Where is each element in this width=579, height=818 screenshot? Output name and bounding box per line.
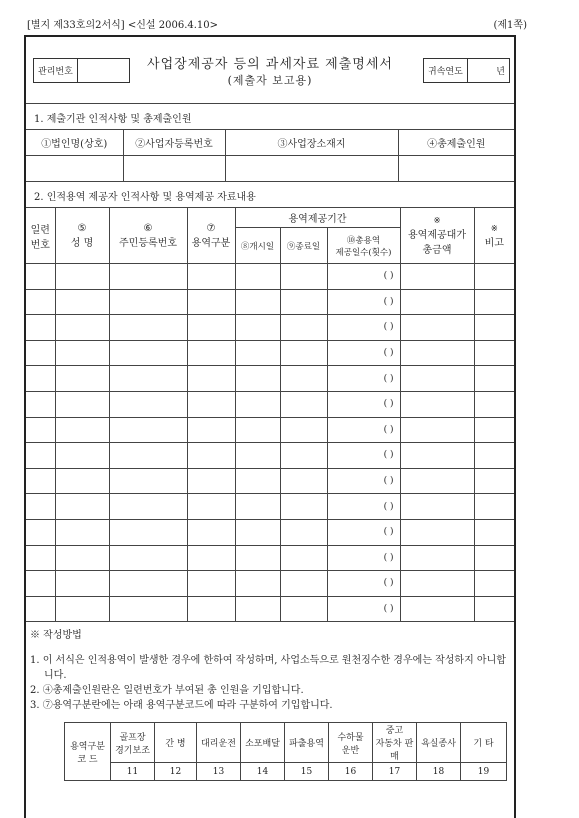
end-date-field[interactable] bbox=[280, 264, 327, 290]
code-item-name bbox=[285, 723, 329, 763]
code-item-name bbox=[329, 723, 373, 763]
total-amount-field[interactable] bbox=[400, 519, 474, 545]
remarks-field[interactable] bbox=[474, 571, 514, 597]
days-count-paren: ( ) bbox=[383, 296, 394, 307]
code-item-value: 15 bbox=[285, 763, 329, 781]
name-field[interactable] bbox=[55, 519, 109, 545]
business-reg-no-field[interactable] bbox=[123, 156, 225, 182]
rrn-field[interactable] bbox=[109, 519, 187, 545]
remarks-field[interactable] bbox=[474, 340, 514, 366]
rrn-field[interactable] bbox=[109, 264, 187, 290]
serial-field[interactable] bbox=[26, 366, 55, 392]
col-remarks bbox=[474, 208, 514, 264]
code-item-value: 17 bbox=[373, 763, 417, 781]
end-date-field[interactable] bbox=[280, 340, 327, 366]
name-field[interactable] bbox=[55, 596, 109, 622]
col-service-period: 용역제공기간 bbox=[235, 208, 400, 228]
instruction-item: 3. ⑦용역구분란에는 아래 용역구분코드에 따라 구분하여 기입합니다. bbox=[30, 700, 333, 711]
total-days-field[interactable] bbox=[327, 391, 400, 417]
service-type-field[interactable] bbox=[187, 545, 235, 571]
instructions-heading: ※ 작성방법 bbox=[30, 630, 82, 641]
days-count-paren: ( ) bbox=[383, 527, 394, 538]
service-code-table bbox=[64, 722, 507, 781]
col-serial-line1: 일련 bbox=[30, 224, 50, 236]
end-date-field[interactable] bbox=[280, 545, 327, 571]
col-total-days bbox=[327, 228, 400, 264]
rrn-field[interactable] bbox=[109, 545, 187, 571]
table-row bbox=[26, 417, 514, 443]
col-amount-mark: ※ bbox=[433, 216, 441, 226]
total-amount-field[interactable] bbox=[400, 391, 474, 417]
days-count-paren: ( ) bbox=[383, 501, 394, 512]
col-type-number: ⑦ bbox=[206, 222, 216, 234]
days-count-paren: ( ) bbox=[383, 476, 394, 487]
total-days-field[interactable] bbox=[327, 596, 400, 622]
code-item-name-line1: 골프장 bbox=[119, 732, 146, 743]
rrn-field[interactable] bbox=[109, 391, 187, 417]
remarks-field[interactable] bbox=[474, 519, 514, 545]
total-amount-field[interactable] bbox=[400, 468, 474, 494]
service-type-field[interactable] bbox=[187, 340, 235, 366]
start-date-field[interactable] bbox=[235, 494, 280, 520]
code-item-value: 16 bbox=[329, 763, 373, 781]
col-amount-line1: 용역제공대가 bbox=[408, 230, 466, 241]
serial-field[interactable] bbox=[26, 571, 55, 597]
start-date-field[interactable] bbox=[235, 417, 280, 443]
col-days-line2: 제공일수(횟수) bbox=[335, 247, 392, 258]
code-item-name-line1: 수하물 bbox=[337, 732, 364, 743]
attribution-year-label: 귀속연도 bbox=[424, 59, 468, 82]
end-date-field[interactable] bbox=[280, 596, 327, 622]
total-amount-field[interactable] bbox=[400, 571, 474, 597]
code-item-name-line1: 욕실종사 bbox=[421, 739, 456, 749]
col-days-line1: ⑩총용역 bbox=[346, 235, 381, 246]
days-count-paren: ( ) bbox=[383, 604, 394, 615]
code-item-value: 11 bbox=[111, 763, 155, 781]
serial-field[interactable] bbox=[26, 443, 55, 469]
total-days-field[interactable] bbox=[327, 571, 400, 597]
attribution-year-field[interactable] bbox=[468, 59, 509, 82]
table-row bbox=[26, 545, 514, 571]
total-amount-field[interactable] bbox=[400, 264, 474, 290]
table-row bbox=[26, 264, 514, 290]
remarks-field[interactable] bbox=[474, 417, 514, 443]
remarks-field[interactable] bbox=[474, 315, 514, 341]
table-row bbox=[26, 366, 514, 392]
remarks-field[interactable] bbox=[474, 494, 514, 520]
name-field[interactable] bbox=[55, 340, 109, 366]
rrn-field[interactable] bbox=[109, 315, 187, 341]
name-field[interactable] bbox=[55, 289, 109, 315]
serial-field[interactable] bbox=[26, 264, 55, 290]
total-submitted-field[interactable] bbox=[398, 156, 514, 182]
code-item-name-line1: 중고 bbox=[385, 726, 404, 736]
end-date-field[interactable] bbox=[280, 443, 327, 469]
col-name-label: 성 명 bbox=[70, 237, 94, 249]
total-days-field[interactable] bbox=[327, 315, 400, 341]
form-number-label: [별지 제33호의2서식] <신설 2006.4.10> bbox=[27, 20, 219, 31]
col-total-submitted: ④총제출인원 bbox=[398, 130, 514, 156]
code-item-value: 18 bbox=[417, 763, 461, 781]
code-item-name bbox=[417, 723, 461, 763]
name-field[interactable] bbox=[55, 443, 109, 469]
days-count-paren: ( ) bbox=[383, 552, 394, 563]
corp-name-field[interactable] bbox=[26, 156, 123, 182]
remarks-field[interactable] bbox=[474, 366, 514, 392]
serial-field[interactable] bbox=[26, 315, 55, 341]
service-provider-table bbox=[26, 207, 514, 622]
code-item-name-line1: 기 타 bbox=[473, 739, 494, 749]
table-row bbox=[26, 571, 514, 597]
attribution-year-box bbox=[423, 58, 510, 83]
days-count-paren: ( ) bbox=[383, 373, 394, 384]
total-days-field[interactable] bbox=[327, 443, 400, 469]
total-amount-field[interactable] bbox=[400, 494, 474, 520]
days-count-paren: ( ) bbox=[383, 424, 394, 435]
serial-field[interactable] bbox=[26, 340, 55, 366]
rrn-field[interactable] bbox=[109, 596, 187, 622]
days-count-paren: ( ) bbox=[383, 450, 394, 461]
col-name bbox=[55, 208, 109, 264]
name-field[interactable] bbox=[55, 366, 109, 392]
col-rrn-label: 주민등록번호 bbox=[119, 237, 177, 249]
col-total-amount bbox=[400, 208, 474, 264]
service-type-field[interactable] bbox=[187, 571, 235, 597]
total-amount-field[interactable] bbox=[400, 366, 474, 392]
total-amount-field[interactable] bbox=[400, 340, 474, 366]
col-rrn-number: ⑥ bbox=[143, 222, 153, 234]
rrn-field[interactable] bbox=[109, 468, 187, 494]
total-amount-field[interactable] bbox=[400, 443, 474, 469]
rrn-field[interactable] bbox=[109, 443, 187, 469]
col-type-label: 용역구분 bbox=[191, 237, 231, 249]
rrn-field[interactable] bbox=[109, 571, 187, 597]
total-amount-field[interactable] bbox=[400, 289, 474, 315]
col-service-type bbox=[187, 208, 235, 264]
end-date-field[interactable] bbox=[280, 571, 327, 597]
col-note-mark: ※ bbox=[490, 223, 498, 234]
col-name-number: ⑤ bbox=[77, 222, 87, 234]
total-days-field[interactable] bbox=[327, 494, 400, 520]
name-field[interactable] bbox=[55, 264, 109, 290]
start-date-field[interactable] bbox=[235, 596, 280, 622]
table-row bbox=[26, 596, 514, 622]
code-item-name bbox=[111, 723, 155, 763]
service-type-field[interactable] bbox=[187, 366, 235, 392]
code-item-name-line2: 경기보조 bbox=[115, 745, 150, 756]
remarks-field[interactable] bbox=[474, 391, 514, 417]
table-row bbox=[26, 289, 514, 315]
serial-field[interactable] bbox=[26, 417, 55, 443]
col-business-reg-no: ②사업자등록번호 bbox=[123, 130, 225, 156]
service-type-field[interactable] bbox=[187, 443, 235, 469]
col-note-label: 비고 bbox=[484, 237, 504, 249]
total-days-field[interactable] bbox=[327, 264, 400, 290]
total-amount-field[interactable] bbox=[400, 596, 474, 622]
rrn-field[interactable] bbox=[109, 340, 187, 366]
total-days-field[interactable] bbox=[327, 366, 400, 392]
service-type-field[interactable] bbox=[187, 391, 235, 417]
total-days-field[interactable] bbox=[327, 289, 400, 315]
days-count-paren: ( ) bbox=[383, 322, 394, 333]
submitter-table bbox=[26, 129, 514, 182]
start-date-field[interactable] bbox=[235, 264, 280, 290]
code-item-name-line2: 자동차 판매 bbox=[375, 739, 414, 762]
total-days-field[interactable] bbox=[327, 545, 400, 571]
name-field[interactable] bbox=[55, 494, 109, 520]
col-corp-name: ①법인명(상호) bbox=[26, 130, 123, 156]
table-row bbox=[26, 443, 514, 469]
code-label-line2: 코 드 bbox=[77, 754, 98, 765]
instruction-item: 2. ④총제출인원란은 일련번호가 부여된 총 인원을 기입합니다. bbox=[30, 685, 304, 696]
total-days-field[interactable] bbox=[327, 519, 400, 545]
remarks-field[interactable] bbox=[474, 468, 514, 494]
start-date-field[interactable] bbox=[235, 340, 280, 366]
name-field[interactable] bbox=[55, 315, 109, 341]
service-type-field[interactable] bbox=[187, 264, 235, 290]
table-row bbox=[26, 391, 514, 417]
year-unit: 년 bbox=[496, 67, 505, 77]
name-field[interactable] bbox=[55, 417, 109, 443]
service-type-field[interactable] bbox=[187, 289, 235, 315]
code-item-name bbox=[241, 723, 285, 763]
remarks-field[interactable] bbox=[474, 289, 514, 315]
service-type-field[interactable] bbox=[187, 494, 235, 520]
name-field[interactable] bbox=[55, 545, 109, 571]
form-subtitle: (제출자 보고용) bbox=[227, 74, 313, 87]
serial-field[interactable] bbox=[26, 391, 55, 417]
end-date-field[interactable] bbox=[280, 366, 327, 392]
col-serial bbox=[26, 208, 55, 264]
serial-field[interactable] bbox=[26, 289, 55, 315]
col-amount-line2: 총금액 bbox=[422, 245, 452, 256]
start-date-field[interactable] bbox=[235, 519, 280, 545]
business-address-field[interactable] bbox=[225, 156, 398, 182]
code-label-line1: 용역구분 bbox=[70, 741, 105, 752]
col-start-date: ⑧개시일 bbox=[235, 228, 280, 264]
total-amount-field[interactable] bbox=[400, 545, 474, 571]
col-rrn bbox=[109, 208, 187, 264]
end-date-field[interactable] bbox=[280, 315, 327, 341]
service-type-field[interactable] bbox=[187, 519, 235, 545]
col-serial-line2: 번호 bbox=[30, 239, 50, 251]
code-item-name bbox=[373, 723, 417, 763]
management-number-label: 관리번호 bbox=[34, 59, 78, 82]
code-item-name bbox=[155, 723, 197, 763]
form-title: 사업장제공자 등의 과세자료 제출명세서 bbox=[147, 57, 393, 72]
total-days-field[interactable] bbox=[327, 468, 400, 494]
code-item-name bbox=[197, 723, 241, 763]
instructions bbox=[30, 628, 510, 713]
start-date-field[interactable] bbox=[235, 443, 280, 469]
start-date-field[interactable] bbox=[235, 289, 280, 315]
col-business-address: ③사업장소재지 bbox=[225, 130, 398, 156]
code-item-name-line1: 대리운전 bbox=[201, 739, 236, 749]
col-end-date: ⑨종료일 bbox=[280, 228, 327, 264]
section1-heading: 1. 제출기관 인적사항 및 총제출인원 bbox=[34, 114, 192, 125]
name-field[interactable] bbox=[55, 468, 109, 494]
total-days-field[interactable] bbox=[327, 417, 400, 443]
start-date-field[interactable] bbox=[235, 468, 280, 494]
end-date-field[interactable] bbox=[280, 417, 327, 443]
rrn-field[interactable] bbox=[109, 289, 187, 315]
rrn-field[interactable] bbox=[109, 366, 187, 392]
remarks-field[interactable] bbox=[474, 264, 514, 290]
instruction-item: 1. 이 서식은 인적용역이 발생한 경우에 한하여 작성하며, 사업소득으로 원천징수한 경우에는 작성하지 아니합니다. bbox=[30, 655, 506, 681]
code-row-label bbox=[65, 723, 111, 781]
end-date-field[interactable] bbox=[280, 494, 327, 520]
table-row bbox=[26, 519, 514, 545]
start-date-field[interactable] bbox=[235, 545, 280, 571]
service-type-field[interactable] bbox=[187, 468, 235, 494]
section2-heading: 2. 인적용역 제공자 인적사항 및 용역제공 자료내용 bbox=[34, 192, 256, 203]
rrn-field[interactable] bbox=[109, 417, 187, 443]
code-item-value: 19 bbox=[461, 763, 507, 781]
serial-field[interactable] bbox=[26, 519, 55, 545]
remarks-field[interactable] bbox=[474, 596, 514, 622]
code-item-name-line1: 파출용역 bbox=[289, 739, 324, 749]
end-date-field[interactable] bbox=[280, 391, 327, 417]
days-count-paren: ( ) bbox=[383, 271, 394, 282]
code-item-value: 13 bbox=[197, 763, 241, 781]
start-date-field[interactable] bbox=[235, 315, 280, 341]
table-row bbox=[26, 494, 514, 520]
table-row bbox=[26, 468, 514, 494]
name-field[interactable] bbox=[55, 391, 109, 417]
code-item-name-line1: 소포배달 bbox=[245, 739, 280, 749]
serial-field[interactable] bbox=[26, 468, 55, 494]
rrn-field[interactable] bbox=[109, 494, 187, 520]
total-days-field[interactable] bbox=[327, 340, 400, 366]
serial-field[interactable] bbox=[26, 494, 55, 520]
code-item-value: 12 bbox=[155, 763, 197, 781]
end-date-field[interactable] bbox=[280, 289, 327, 315]
serial-field[interactable] bbox=[26, 596, 55, 622]
remarks-field[interactable] bbox=[474, 443, 514, 469]
days-count-paren: ( ) bbox=[383, 399, 394, 410]
total-amount-field[interactable] bbox=[400, 417, 474, 443]
table-row bbox=[26, 340, 514, 366]
end-date-field[interactable] bbox=[280, 468, 327, 494]
form-header bbox=[27, 16, 527, 30]
service-type-field[interactable] bbox=[187, 315, 235, 341]
code-item-name-line1: 간 병 bbox=[165, 739, 186, 749]
service-type-field[interactable] bbox=[187, 596, 235, 622]
form-frame bbox=[24, 35, 516, 818]
start-date-field[interactable] bbox=[235, 571, 280, 597]
code-item-name bbox=[461, 723, 507, 763]
start-date-field[interactable] bbox=[235, 391, 280, 417]
title-block bbox=[26, 37, 514, 104]
table-row bbox=[26, 315, 514, 341]
total-amount-field[interactable] bbox=[400, 315, 474, 341]
remarks-field[interactable] bbox=[474, 545, 514, 571]
page-number-label: (제1쪽) bbox=[493, 20, 527, 31]
code-item-value: 14 bbox=[241, 763, 285, 781]
service-type-field[interactable] bbox=[187, 417, 235, 443]
code-item-name-line2: 운반 bbox=[341, 745, 360, 756]
end-date-field[interactable] bbox=[280, 519, 327, 545]
start-date-field[interactable] bbox=[235, 366, 280, 392]
days-count-paren: ( ) bbox=[383, 578, 394, 589]
serial-field[interactable] bbox=[26, 545, 55, 571]
name-field[interactable] bbox=[55, 571, 109, 597]
days-count-paren: ( ) bbox=[383, 348, 394, 359]
